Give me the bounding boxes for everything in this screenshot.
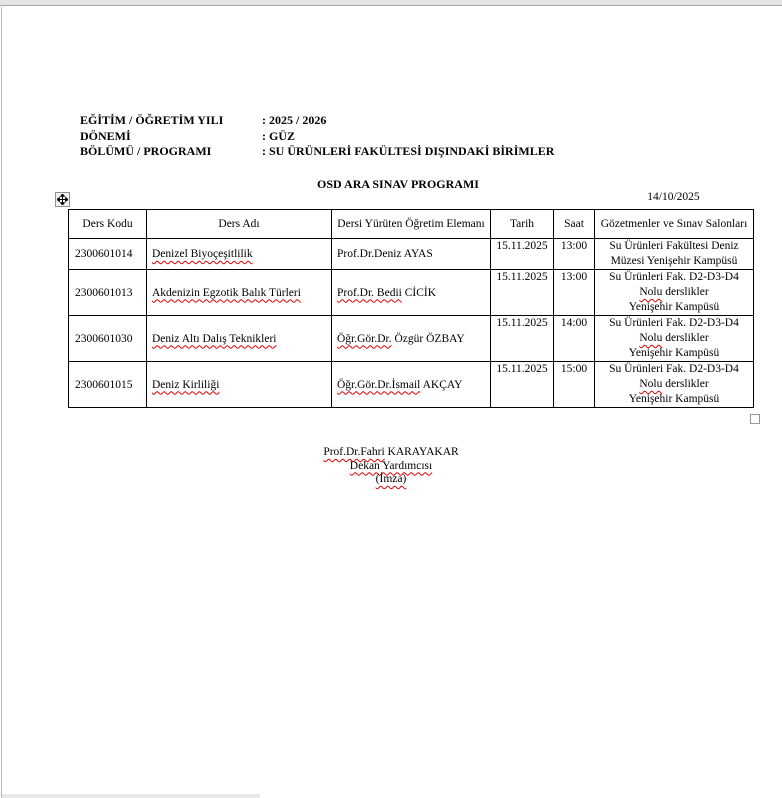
exam-room-cell: Su Ürünleri Fak. D2-D3-D4 Nolu derslikler Yenişehir Kampüsü <box>595 316 754 362</box>
four-way-arrow-icon <box>57 194 68 205</box>
header-ogretim-elemani: Dersi Yürüten Öğretim Elemanı <box>332 210 491 239</box>
page-bottom-edge <box>2 794 260 798</box>
header-ders-kodu: Ders Kodu <box>69 210 147 239</box>
course-code-cell: 2300601014 <box>69 239 147 270</box>
exam-time-cell: 15:00 <box>554 362 595 408</box>
table-row <box>69 316 754 362</box>
info-label-term: DÖNEMİ <box>80 128 131 143</box>
table-resize-handle[interactable] <box>750 414 760 424</box>
table-move-handle[interactable] <box>55 192 70 207</box>
header-gozetmenler: Gözetmenler ve Sınav Salonları <box>595 210 754 239</box>
info-line-program <box>80 144 554 160</box>
instructor-cell: Öğr.Gör.Dr.İsmail AKÇAY <box>332 362 491 408</box>
course-name-cell: Deniz Kirliliği <box>147 362 332 408</box>
exam-date-cell: 15.11.2025 <box>491 239 554 270</box>
signer-title: Dekan Yardımcısı <box>349 459 433 472</box>
signature-block <box>4 446 778 487</box>
course-name-cell: Akdenizin Egzotik Balık Türleri <box>147 270 332 316</box>
exam-time-cell: 13:00 <box>554 239 595 270</box>
course-name-cell: Deniz Altı Dalış Teknikleri <box>147 316 332 362</box>
table-header-row <box>69 210 754 239</box>
instructor-cell: Prof.Dr.Deniz AYAS <box>332 239 491 270</box>
page-top-edge <box>0 0 782 6</box>
info-value-term: : GÜZ <box>262 128 295 143</box>
exam-room-cell: Su Ürünleri Fakültesi Deniz Müzesi Yenişehir Kampüsü <box>595 239 754 270</box>
info-value-year: : 2025 / 2026 <box>262 113 327 127</box>
exam-date-cell: 15.11.2025 <box>491 362 554 408</box>
info-line-year <box>80 113 554 129</box>
exam-time-cell: 13:00 <box>554 270 595 316</box>
signer-name: Prof.Dr.Fahri KARAYAKAR <box>323 446 459 458</box>
info-label-program: BÖLÜMÜ / PROGRAMI <box>80 144 212 158</box>
table-row <box>69 270 754 316</box>
header-tarih: Tarih <box>491 210 554 239</box>
table-row <box>69 362 754 408</box>
course-code-cell: 2300601013 <box>69 270 147 316</box>
page-left-edge <box>1 7 2 798</box>
document-date: 14/10/2025 <box>647 191 700 203</box>
info-label-year: EĞİTİM / ÖĞRETİM YILI <box>80 113 224 127</box>
course-name-cell: Denizel Biyoçeşitlilik <box>147 239 332 270</box>
header-ders-adi: Ders Adı <box>147 210 332 239</box>
course-code-cell: 2300601030 <box>69 316 147 362</box>
instructor-cell: Prof.Dr. Bedii CİCİK <box>332 270 491 316</box>
exam-date-cell: 15.11.2025 <box>491 316 554 362</box>
exam-room-cell: Su Ürünleri Fak. D2-D3-D4 Nolu derslikler Yenişehir Kampüsü <box>595 270 754 316</box>
info-value-program: : SU ÜRÜNLERİ FAKÜLTESİ DIŞINDAKİ BİRİMLER <box>262 144 555 158</box>
table-row <box>69 239 754 270</box>
page-title: OSD ARA SINAV PROGRAMI <box>317 177 479 191</box>
signature-placeholder: (İmza) <box>375 473 407 485</box>
instructor-cell: Öğr.Gör.Dr. Özgür ÖZBAY <box>332 316 491 362</box>
exam-room-cell: Su Ürünleri Fak. D2-D3-D4 Nolu derslikler Yenişehir Kampüsü <box>595 362 754 408</box>
exam-schedule-table <box>68 209 754 408</box>
exam-date-cell: 15.11.2025 <box>491 270 554 316</box>
info-line-term <box>80 129 554 145</box>
document-info-block <box>80 113 554 160</box>
exam-time-cell: 14:00 <box>554 316 595 362</box>
header-saat: Saat <box>554 210 595 239</box>
course-code-cell: 2300601015 <box>69 362 147 408</box>
